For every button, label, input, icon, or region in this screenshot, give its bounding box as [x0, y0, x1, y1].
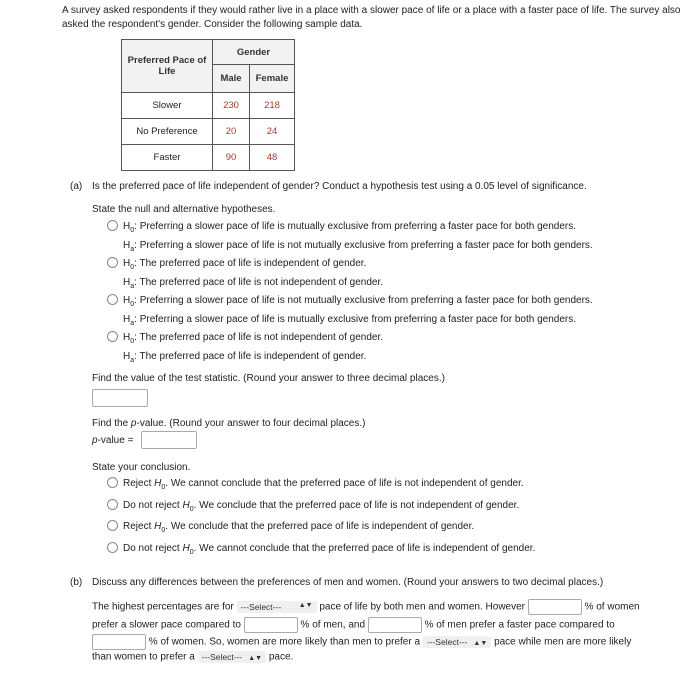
hypothesis-option-1[interactable]: $H_0$: Preferring a slower pace of life is mutually exclusive from preferring a faster pace for both genders. $H_a$: Preferring a slower pace of life is not mutually exclusive from preferring a faster pace for both genders.: [107, 219, 593, 257]
part-a-question: Is the preferred pace of life independent of gender? Conduct a hypothesis test using a 0.05 level of significance.: [92, 181, 587, 192]
pct-men-faster-input[interactable]: [368, 617, 422, 633]
part-a-tag: (a): [70, 181, 83, 192]
row-label: Faster: [122, 145, 213, 171]
contingency-table: [121, 39, 295, 171]
intro-text: A survey asked respondents if they would rather live in a place with a slower pace of life or a place with a faster pace of life. The survey also asked the respondent's gender. Consider the following sample data.: [62, 5, 681, 30]
row-label: No Preference: [122, 119, 213, 145]
part-b-question: Discuss any differences between the preferences of men and women. (Round your answers to two decimal places.): [92, 577, 604, 588]
table-group-header: Gender: [213, 40, 295, 65]
radio-button[interactable]: [107, 542, 118, 553]
test-statistic-prompt: Find the value of the test statistic. (Round your answer to three decimal places.): [92, 373, 445, 384]
hypotheses-prompt: State the null and alternative hypotheses.: [92, 204, 276, 215]
table-row: [122, 145, 295, 171]
pct-women-slower-input[interactable]: [528, 599, 582, 615]
pct-women-faster-input[interactable]: [92, 634, 146, 650]
chevron-updown-icon: ▲▼: [248, 655, 263, 662]
table-col-male: Male: [213, 65, 250, 93]
conclusion-option-4[interactable]: Do not reject $H_0$. We cannot conclude that the preferred pace of life is independent of gender.: [107, 541, 535, 560]
chevron-updown-icon: ▲▼: [473, 640, 488, 647]
table-row: [122, 93, 295, 119]
hypothesis-option-3[interactable]: $H_0$: Preferring a slower pace of life is not mutually exclusive from preferring a faster pace for both genders. $H_a$: Preferring a slower pace of life is mutually exclusive from preferring a faster pace for both genders.: [107, 293, 593, 331]
hypothesis-option-4[interactable]: $H_0$: The preferred pace of life is not independent of gender. $H_a$: The preferred pace of life is independent of gender.: [107, 330, 383, 368]
conclusion-option-1[interactable]: Reject $H_0$. We cannot conclude that the preferred pace of life is not independent of gender.: [107, 476, 524, 495]
conclusion-option-2[interactable]: Do not reject $H_0$. We conclude that the preferred pace of life is not independent of gender.: [107, 498, 519, 517]
radio-button[interactable]: [107, 499, 118, 510]
radio-button[interactable]: [107, 294, 118, 305]
chevron-updown-icon: ▲▼: [298, 602, 313, 609]
cell-value: 24: [250, 119, 295, 145]
cell-value: 48: [250, 145, 295, 171]
part-b-line-4: than women to prefer a ---Select--- ▲▼ pace.: [92, 651, 294, 663]
p-value-label: p-value =: [92, 435, 134, 446]
table-corner-header: Preferred Pace of Life: [122, 40, 213, 93]
pace-select-1[interactable]: ---Select--- ▲▼: [237, 601, 317, 613]
p-value-input[interactable]: [141, 431, 197, 449]
pct-men-slower-input[interactable]: [244, 617, 298, 633]
conclusion-prompt: State your conclusion.: [92, 462, 191, 473]
radio-button[interactable]: [107, 331, 118, 342]
cell-value: 90: [213, 145, 250, 171]
part-b-tag: (b): [70, 577, 83, 588]
cell-value: 20: [213, 119, 250, 145]
conclusion-option-3[interactable]: Reject $H_0$. We conclude that the preferred pace of life is independent of gender.: [107, 519, 474, 538]
table-col-female: Female: [250, 65, 295, 93]
cell-value: 218: [250, 93, 295, 119]
pace-select-3[interactable]: ---Select--- ▲▼: [198, 651, 266, 663]
table-row: [122, 119, 295, 145]
pace-select-2[interactable]: ---Select--- ▲▼: [423, 636, 491, 648]
part-b-line-1: The highest percentages are for ---Select--- ▲▼ pace of life by both men and women. However % of women: [92, 599, 640, 615]
cell-value: 230: [213, 93, 250, 119]
hypothesis-option-2[interactable]: $H_0$: The preferred pace of life is independent of gender. $H_a$: The preferred pace of life is not independent of gender.: [107, 256, 383, 294]
part-b-line-2: prefer a slower pace compared to % of men, and % of men prefer a faster pace compared to: [92, 617, 615, 633]
test-statistic-input[interactable]: [92, 389, 148, 407]
p-value-prompt: Find the p-value. (Round your answer to four decimal places.): [92, 418, 366, 429]
radio-button[interactable]: [107, 257, 118, 268]
radio-button[interactable]: [107, 220, 118, 231]
row-label: Slower: [122, 93, 213, 119]
radio-button[interactable]: [107, 477, 118, 488]
radio-button[interactable]: [107, 520, 118, 531]
part-b-line-3: % of women. So, women are more likely than men to prefer a ---Select--- ▲▼ pace while men are more likely: [92, 634, 631, 650]
